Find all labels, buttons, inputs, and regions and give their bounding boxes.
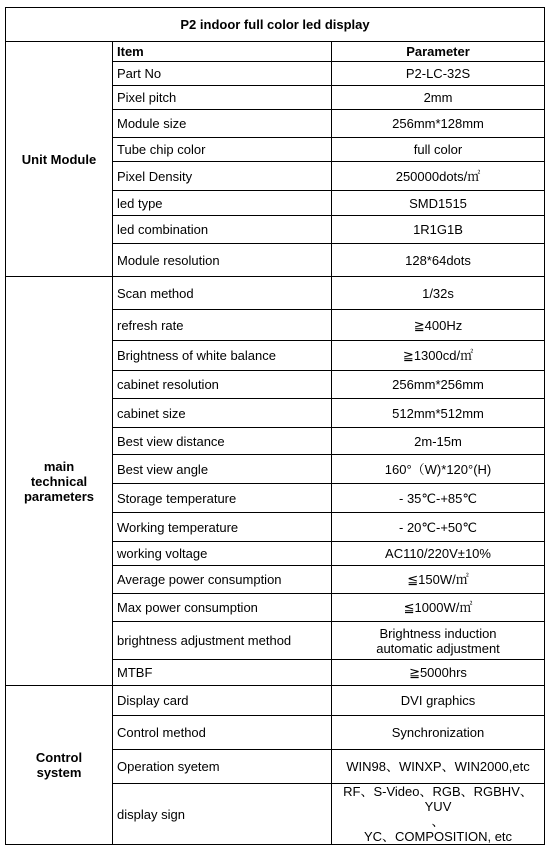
row-item: refresh rate	[113, 310, 332, 341]
row-item: Best view angle	[113, 455, 332, 484]
row-value: 2m-15m	[332, 428, 545, 455]
row-item: Working temperature	[113, 513, 332, 542]
row-value: - 20℃-+50℃	[332, 513, 545, 542]
header-parameter: Parameter	[332, 42, 545, 62]
row-value: ≧1300cd/㎡	[332, 341, 545, 371]
row-item: Best view distance	[113, 428, 332, 455]
row-item: Storage temperature	[113, 484, 332, 513]
row-item: Max power consumption	[113, 594, 332, 622]
row-value: ≦150W/㎡	[332, 566, 545, 594]
row-item: Brightness of white balance	[113, 341, 332, 371]
row-item: Module resolution	[113, 244, 332, 277]
group-main-technical-parameters	[6, 277, 113, 686]
row-item: Part No	[113, 62, 332, 86]
group-label: technical	[30, 473, 88, 489]
row-item: cabinet size	[113, 399, 332, 428]
row-item: Operation syetem	[113, 750, 332, 784]
value-line: YC、COMPOSITION, etc	[363, 829, 513, 844]
table-row	[6, 277, 545, 310]
title-row	[6, 8, 545, 42]
row-item: led type	[113, 191, 332, 216]
row-value: 128*64dots	[332, 244, 545, 277]
row-item: Pixel pitch	[113, 86, 332, 110]
row-item: display sign	[113, 784, 332, 845]
group-label: Unit Module	[21, 151, 97, 167]
value-line: RF、S-Video、RGB、RGBHV、YUV	[343, 784, 533, 814]
row-value: 1/32s	[332, 277, 545, 310]
value-line: 、	[431, 814, 445, 829]
row-item: brightness adjustment method	[113, 622, 332, 660]
row-item: Average power consumption	[113, 566, 332, 594]
row-value: ≧5000hrs	[332, 660, 545, 686]
row-value: full color	[332, 138, 545, 162]
row-value: ≧400Hz	[332, 310, 545, 341]
row-value: 256mm*256mm	[332, 371, 545, 399]
value-line: Brightness induction	[379, 625, 497, 641]
group-control-system	[6, 686, 113, 845]
row-value: P2-LC-32S	[332, 62, 545, 86]
row-value: 1R1G1B	[332, 216, 545, 244]
table-title: P2 indoor full color led display	[6, 8, 545, 42]
row-value: ≦1000W/㎡	[332, 594, 545, 622]
row-value: 250000dots/㎡	[332, 162, 545, 191]
row-value: AC110/220V±10%	[332, 542, 545, 566]
row-value: Synchronization	[332, 716, 545, 750]
row-value: WIN98、WINXP、WIN2000,etc	[332, 750, 545, 784]
row-value: DVI graphics	[332, 686, 545, 716]
row-item: working voltage	[113, 542, 332, 566]
group-unit-module	[6, 42, 113, 277]
row-item: Module size	[113, 110, 332, 138]
row-value: 512mm*512mm	[332, 399, 545, 428]
row-item: Scan method	[113, 277, 332, 310]
row-item: led combination	[113, 216, 332, 244]
row-item: Control method	[113, 716, 332, 750]
row-value	[332, 784, 545, 845]
row-value: 2mm	[332, 86, 545, 110]
group-label: main	[43, 458, 75, 474]
row-item: Pixel Density	[113, 162, 332, 191]
table-row	[6, 686, 545, 716]
row-item: MTBF	[113, 660, 332, 686]
spec-table	[5, 7, 545, 845]
group-label: parameters	[23, 488, 95, 504]
value-line: automatic adjustment	[376, 640, 500, 656]
header-row	[6, 42, 545, 62]
row-value: 256mm*128mm	[332, 110, 545, 138]
header-item: Item	[113, 42, 332, 62]
row-item: Display card	[113, 686, 332, 716]
row-value	[332, 622, 545, 660]
row-item: Tube chip color	[113, 138, 332, 162]
group-label: Control	[35, 750, 83, 765]
row-value: 160°（W)*120°(H)	[332, 455, 545, 484]
row-value: SMD1515	[332, 191, 545, 216]
row-item: cabinet resolution	[113, 371, 332, 399]
row-value: - 35℃-+85℃	[332, 484, 545, 513]
group-label: system	[36, 765, 82, 780]
